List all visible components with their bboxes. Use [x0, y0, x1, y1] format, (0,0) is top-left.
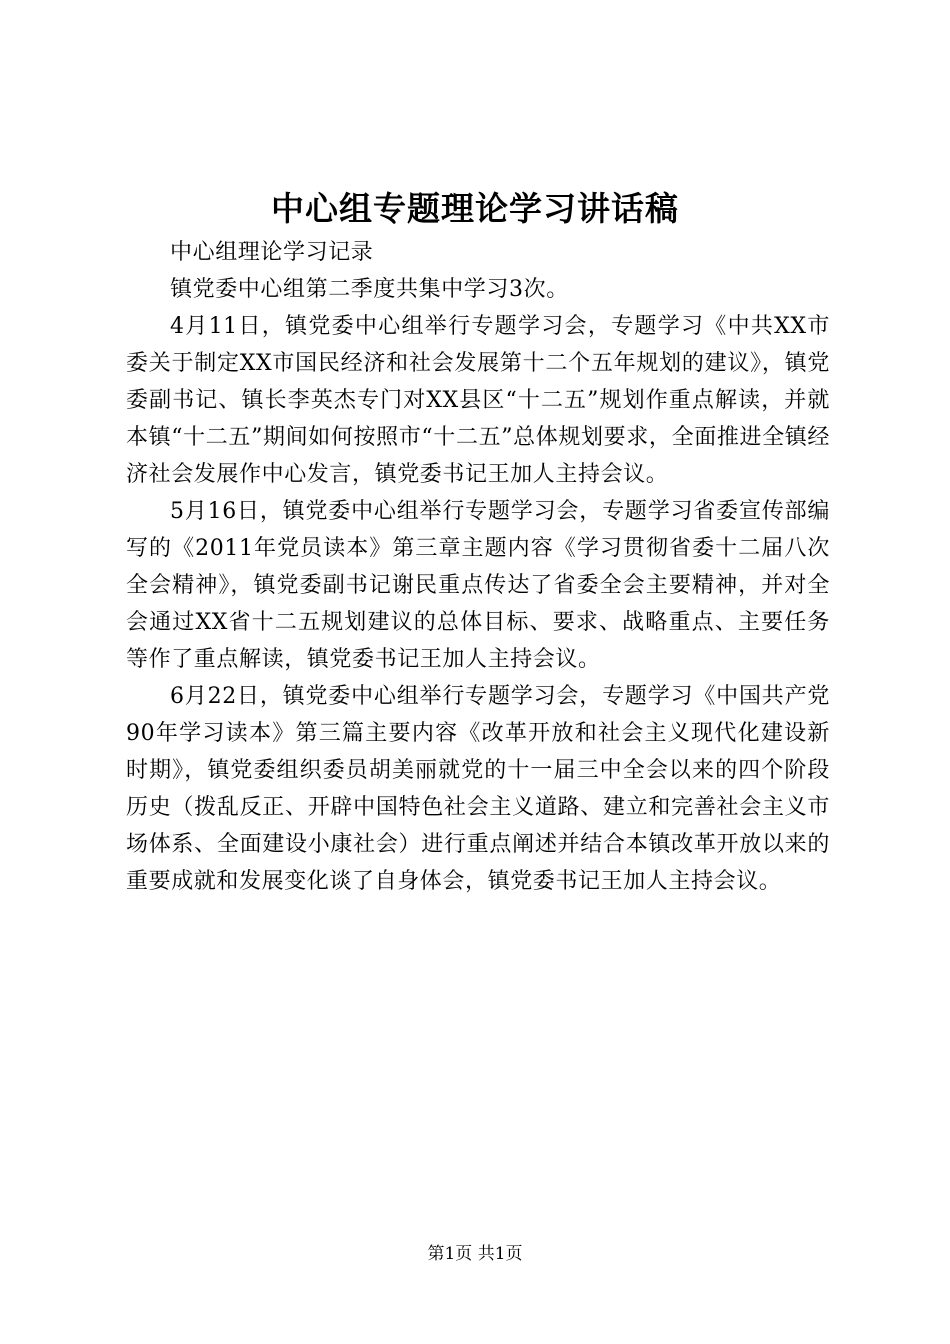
- paragraph-may-session: 5月16日，镇党委中心组举行专题学习会，专题学习省委宣传部编写的《2011年党员读本》第三章主题内容《学习贯彻省委十二届八次全会精神》，镇党委副书记谢民重点传达了省委全会主要精神，并对全会通过XX省十二五规划建议的总体目标、要求、战略重点、主要任务等作了重点解读，镇党委书记王加人主持会议。: [126, 499, 830, 672]
- paragraph-record-heading: 中心组理论学习记录: [170, 240, 374, 265]
- paragraph-june-session: 6月22日，镇党委中心组举行专题学习会，专题学习《中国共产党90年学习读本》第三篇主要内容《改革开放和社会主义现代化建设新时期》，镇党委组织委员胡美丽就党的十一届三中全会以来的四个阶段历史（拨乱反正、开辟中国特色社会主义道路、建立和完善社会主义市场体系、全面建设小康社会）进行重点阐述并结合本镇改革开放以来的重要成就和发展变化谈了自身体会，镇党委书记王加人主持会议。: [126, 684, 830, 894]
- document-title: 中心组专题理论学习讲话稿: [271, 189, 679, 228]
- paragraph-april-session: 4月11日，镇党委中心组举行专题学习会，专题学习《中共XX市委关于制定XX市国民经济和社会发展第十二个五年规划的建议》，镇党委副书记、镇长李英杰专门对XX县区“十二五”规划作重点解读，并就本镇“十二五”期间如何按照市“十二五”总体规划要求，全面推进全镇经济社会发展作中心发言，镇党委书记王加人主持会议。: [126, 314, 830, 487]
- page-number-footer: 第1页 共1页: [427, 1244, 523, 1264]
- document-body: [126, 234, 830, 900]
- paragraph-summary: 镇党委中心组第二季度共集中学习3次。: [170, 277, 569, 302]
